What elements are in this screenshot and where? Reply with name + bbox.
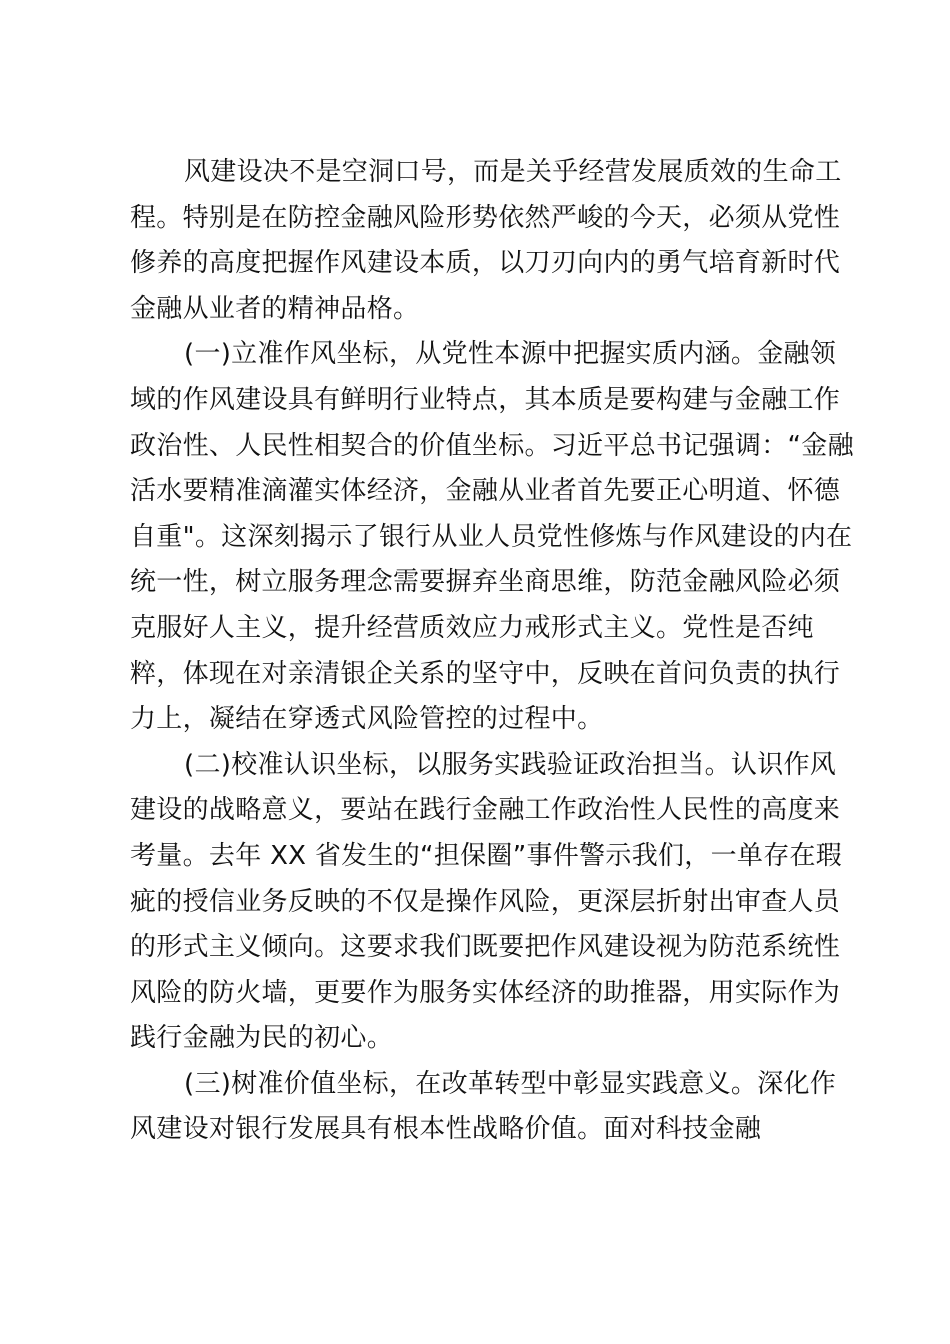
paragraph-line: 建设的战略意义，要站在践行金融工作政治性人民性的高度来 (130, 795, 841, 826)
paragraph-line: 风险的防火墙，更要作为服务实体经济的助推器，用实际作为 (130, 977, 841, 1008)
document-body (130, 150, 854, 1153)
paragraph-line: 疵的授信业务反映的不仅是操作风险，更深层折射出审查人员 (130, 886, 841, 917)
paragraph-line: 金融从业者的精神品格。 (130, 293, 420, 324)
paragraph-line: 风建设决不是空洞口号，而是关乎经营发展质效的生命工 (184, 157, 842, 187)
section-heading-line: (三)树准价值坐标，在改革转型中彰显实践意义。深化作 (184, 1068, 837, 1099)
paragraph-line: 政治性、人民性相契合的价值坐标。习近平总书记强调：“金融 (130, 430, 854, 461)
paragraph-line: 活水要精准滴灌实体经济，金融从业者首先要正心明道、怀德 (130, 476, 841, 507)
paragraph-line: 践行金融为民的初心。 (130, 1023, 394, 1054)
paragraph-line: 粹，体现在对亲清银企关系的坚守中，反映在首问负责的执行 (130, 658, 841, 689)
paragraph-line: 力上，凝结在穿透式风险管控的过程中。 (130, 704, 604, 735)
paragraph-line: 域的作风建设具有鲜明行业特点，其本质是要构建与金融工作 (130, 384, 841, 415)
section-heading-line: (一)立准作风坐标，从党性本源中把握实质内涵。金融领 (184, 339, 837, 370)
section-heading-line: (二)校准认识坐标，以服务实践验证政治担当。认识作风 (184, 749, 837, 780)
paragraph-line: 克服好人主义，提升经营质效应力戒形式主义。党性是否纯 (130, 612, 814, 643)
paragraph-line: 统一性，树立服务理念需要摒弃坐商思维，防范金融风险必须 (130, 567, 841, 598)
paragraph-line: 程。特别是在防控金融风险形势依然严峻的今天，必须从党性 (130, 202, 841, 233)
paragraph-line: 的形式主义倾向。这要求我们既要把作风建设视为防范系统性 (130, 932, 841, 963)
paragraph-line: 风建设对银行发展具有根本性战略价值。面对科技金融 (130, 1114, 762, 1145)
paragraph-line: 考量。去年 XX 省发生的“担保圈”事件警示我们，一单存在瑕 (130, 840, 843, 871)
paragraph-line: 自重"。这深刻揭示了银行从业人员党性修炼与作风建设的内在 (130, 521, 853, 552)
paragraph-line: 修养的高度把握作风建设本质，以刀刃向内的勇气培育新时代 (130, 248, 841, 279)
